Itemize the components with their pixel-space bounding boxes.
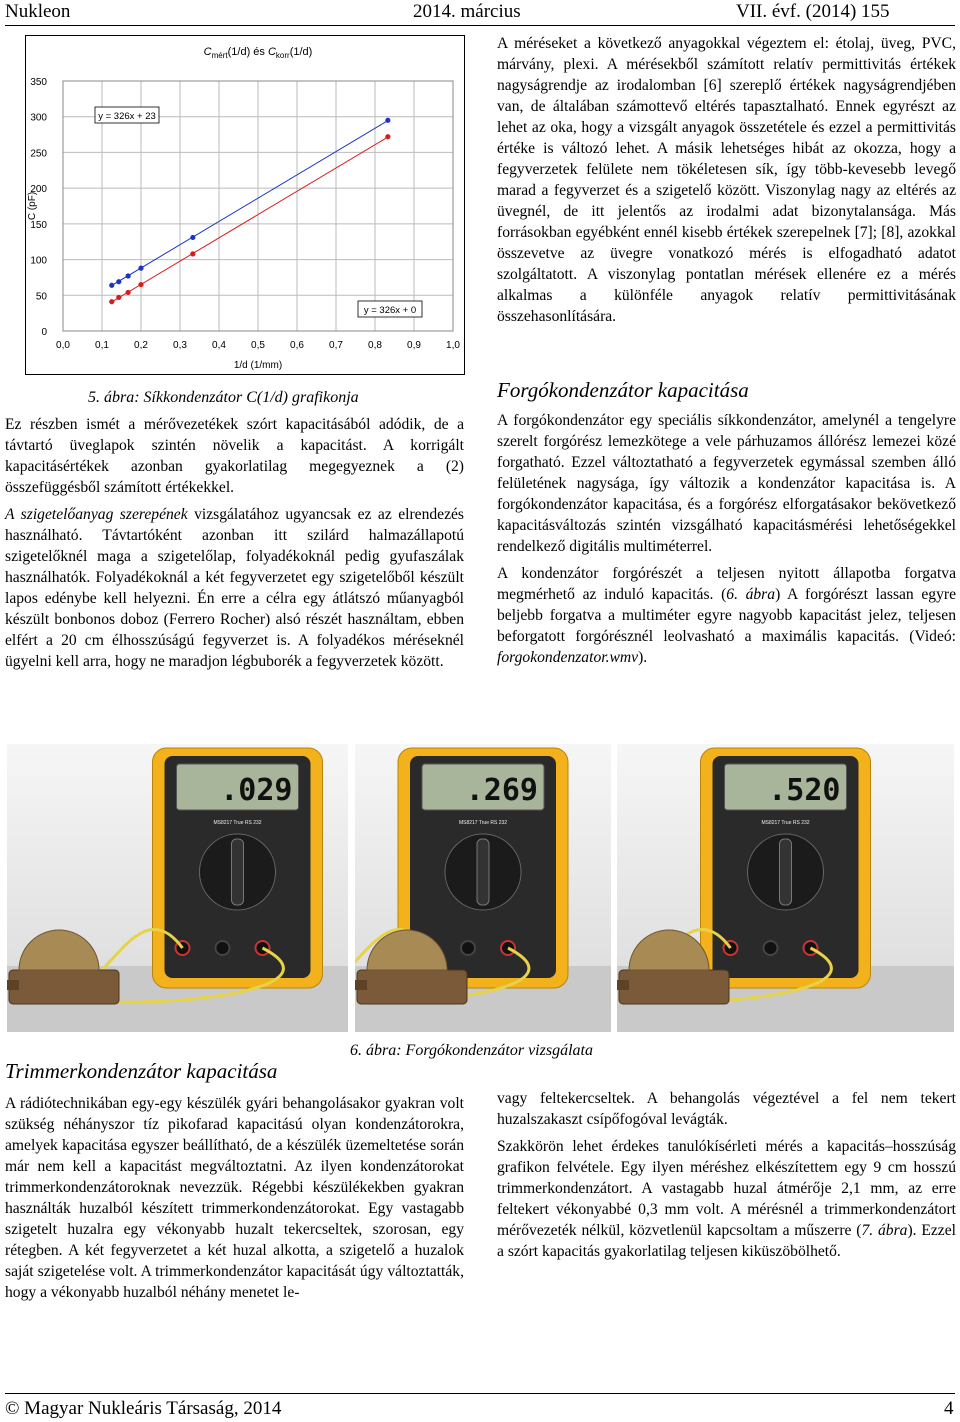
capacitance-chart [25,35,465,375]
chart-svg [25,35,465,375]
fit-equation: y = 326x + 23 [98,111,156,122]
x-tick-label: 0,6 [290,340,304,351]
input-jack [216,941,230,955]
chart-title: $C_{mért}(1/d)$ és $C_{korr}(1/d)$ [203,46,313,60]
section-heading: Trimmerkondenzátor kapacitása [5,1059,278,1083]
paragraph: A rádiótechnikában egy-egy készülék gyári behangolásakor gyakran volt szükség néhányszor tíz pikofarad kapacitású olyan kondenzátorokra, amelyek kapacitása egyszer beállítható, de a készülék üzemeltetése során már nem kell a kapacitást megváltoztatni. Az ilyen kondenzátorokat trimmerkondenzátoroknak nevezzük. Régebbi készülékekben gyakran használták huzalból készített trimmerkondenzátorokat. Egy vastagabb szigetelt huzalra egy vékonyabb huzalt tekercseltek, szorosan, egy rétegben. A két fegyverzetet a két huzal alkotta, a szigetelő a huzalok saját szigetelése volt. A trimmerkondenzátor kapacitását úgy változtatták, hogy a vékonyabb huzalból néhány menetet le- [5,1095,464,1301]
x-tick-label: 0,9 [407,340,421,351]
y-tick-label: 300 [30,112,47,124]
dial-knob [477,839,489,905]
lcd-reading: .520 [768,773,841,808]
section-heading: Forgókondenzátor kapacitása [497,378,749,402]
data-point [138,266,143,271]
input-jack [461,941,475,955]
lcd-reading: .029 [220,773,293,808]
text: A kondenzátor forgórészét a teljesen nyitott állapotba forgatva megmérhető az induló kapacitás. ( [497,565,956,603]
text: Szakkörön lehet érdekes tanulókísérleti mérés a kapacitás–hosszúság grafikon felvétele. Egy ilyen méréshez elkészítettem egy 9 cm hosszú trimmerkondenzátort. A vastagabb huzal átmérője 2,1 mm, az erre feltekert vékonyabbé 0,3 mm volt. A mérésnél a trimmerkondenzátort mérővezeték nélkül, közvetlenül kapcsoltam a műszerre ( [497,1138,956,1239]
y-tick-label: 50 [35,291,47,303]
paragraph: Ez részben ismét a mérővezetékek szórt kapacitásából adódik, de a távtartó üveglapok szintén növelik a kapacitást. A korrigált kapacitásértékek azonban gyakorlatilag megegyeznek a (2) összefüggésből számított értékekkel. [5,416,464,496]
text: ) A forgórészt lassan egyre beljebb forgatva a multiméter egyre nagyobb kapacitást jelez, teljesen beforgatott forgórésznél leolvasható a maximális kapacitás. (Videó: [497,586,956,645]
data-point [116,279,121,284]
meter-model-label: MS8217 True RS 232 [213,820,262,826]
header-rule [5,25,955,26]
multimeter-photo [355,744,611,1032]
italic-phrase: A szigetelőanyag szerepének [5,506,188,523]
chart-frame [26,36,465,375]
photo-svg [355,744,611,1032]
right-column-lower [497,410,956,674]
data-point [190,251,195,256]
input-jack [256,941,270,955]
left-column [5,414,464,678]
figure-5-caption: 5. ábra: Síkkondenzátor C(1/d) grafikonja [88,389,359,406]
meter-model-label: MS8217 True RS 232 [761,820,810,826]
y-tick-label: 150 [30,219,47,231]
data-point [126,273,131,278]
x-tick-label: 1,0 [446,340,460,351]
issue-date: 2014. március [413,1,521,22]
page-header [0,0,960,26]
meter-model-label: MS8217 True RS 232 [458,820,508,826]
data-point [385,134,390,139]
dial-knob [232,839,244,905]
y-axis-label: C (pF) [27,191,38,221]
x-axis-label: 1/d (1/mm) [233,360,283,371]
lcd-reading: .269 [465,773,538,808]
x-tick-label: 0,0 [56,340,70,351]
paragraph: A forgókondenzátor egy speciális síkkondenzátor, amelynél a tengelyre szerelt forgórész lemezkötege a vele párhuzamos állórész lemezei közé forgatható. Ezzel változtatható a fegyverzetek egymással szemben álló felületének nagysága, így változik a kondenzátor kapacitása is. A forgókondenzátor kapacitása, és a forgórész elforgatásakor bekövetkező kapacitásváltozás szintén vizsgálható kapacitásmérési lehetőségekkel rendelkező digitális multiméterrel. [497,412,956,555]
bottom-left-column [5,1093,464,1309]
paragraph: A méréseket a következő anyagokkal végeztem el: étolaj, üveg, PVC, márvány, plexi. A mérésekből számított relatív permittivitás értékek nagyságrendje az irodalomban [6] szereplő értékek nagyságrendjében van, de általában számottevő eltérés tapasztalható. Ennek egyrészt az lehet az oka, hogy a vizsgált anyagok összetétele és ezzel a permittivitás értéke is változó lehet. A másik lehetséges hibát az okozza, hogy a fegyverzetek felülete nem tökéletesen sík, így több-kevesebb levegő marad a fegyverzet és a szigetelő között. Viszonylag nagy az eltérés az üvegnél, de itt jelentős az irodalmi adat bizonytalansága. Más forrásokban egyébként ennél kisebb értékek szerepelnek [7]; [8], azokkal összevetve az üvegre vonatkozó mérés is elfogadható adatot szolgáltatott. A viszonylag pontatlan mérések ellenére ez a mérés alkalmas a különféle anyagok relatív permittivitásának összehasonlítására. [497,35,956,325]
text: ). Ezzel a szórt kapacitás gyakorlatilag teljesen kiküszöbölhető. [497,1222,956,1260]
x-tick-label: 0,7 [329,340,343,351]
journal-name: Nukleon [5,1,71,22]
input-jack [764,941,778,955]
figure-ref: 7. ábra [861,1222,908,1239]
data-point [126,290,131,295]
y-tick-label: 200 [30,184,47,196]
right-column [497,33,956,333]
multimeter-photo [617,744,954,1032]
paragraph: vagy feltekercseltek. A behangolás végeztével a fel nem tekert huzalszakaszt csípőfogóval levágták. [497,1090,956,1128]
paragraph [5,504,464,672]
data-point [138,282,143,287]
data-point [385,118,390,123]
volume-info: VII. évf. (2014) 155 [736,1,890,22]
figure-6-caption: 6. ábra: Forgókondenzátor vizsgálata [350,1042,593,1059]
footer-copyright: © Magyar Nukleáris Társaság, 2014 [5,1398,282,1419]
x-tick-label: 0,2 [134,340,148,351]
paragraph [497,1136,956,1262]
x-tick-label: 0,5 [251,340,265,351]
y-tick-label: 100 [30,255,47,267]
figure-ref: 6. ábra [726,586,776,603]
dial-knob [780,839,792,905]
y-tick-label: 350 [30,77,47,88]
data-point [109,283,114,288]
photo-svg [617,744,954,1032]
y-tick-label: 250 [30,148,47,160]
paragraph [497,563,956,668]
data-point [190,235,195,240]
page-number: 4 [944,1398,954,1419]
x-tick-label: 0,3 [173,340,187,351]
text: ). [638,649,648,666]
x-tick-label: 0,1 [95,340,109,351]
y-tick-label: 0 [41,327,47,338]
video-ref: forgokondenzator.wmv [497,649,639,666]
x-tick-label: 0,8 [368,340,382,351]
footer-rule [5,1393,955,1394]
x-tick-label: 0,4 [212,340,226,351]
multimeter-photo [7,744,348,1032]
bottom-right-column [497,1088,956,1268]
data-point [116,295,121,300]
fit-equation: y = 326x + 0 [363,305,417,316]
data-point [109,299,114,304]
paragraph-text: vizsgálatához ugyancsak ez az elrendezés használható. Távtartóként azonban itt szilárd halmazállapotú szigetelőknél maga a szigetelőlap, folyadékoknál pedig gyufaszálak használhatók. Folyadékoknál a két fegyverzetet egy szigetelőből készült lapos edénybe kell helyezni. Én erre a célra egy átlátszó műanyagból készült bonbonos doboz (Ferrero Rocher) alsó részét használtam, ebben elfért a 20 cm élhosszúságú fegyverzet is. A folyadékos méréseknél ügyelni kell arra, hogy ne maradjon légbuborék a fegyverzetek között. [5,506,464,670]
photo-svg [7,744,348,1032]
